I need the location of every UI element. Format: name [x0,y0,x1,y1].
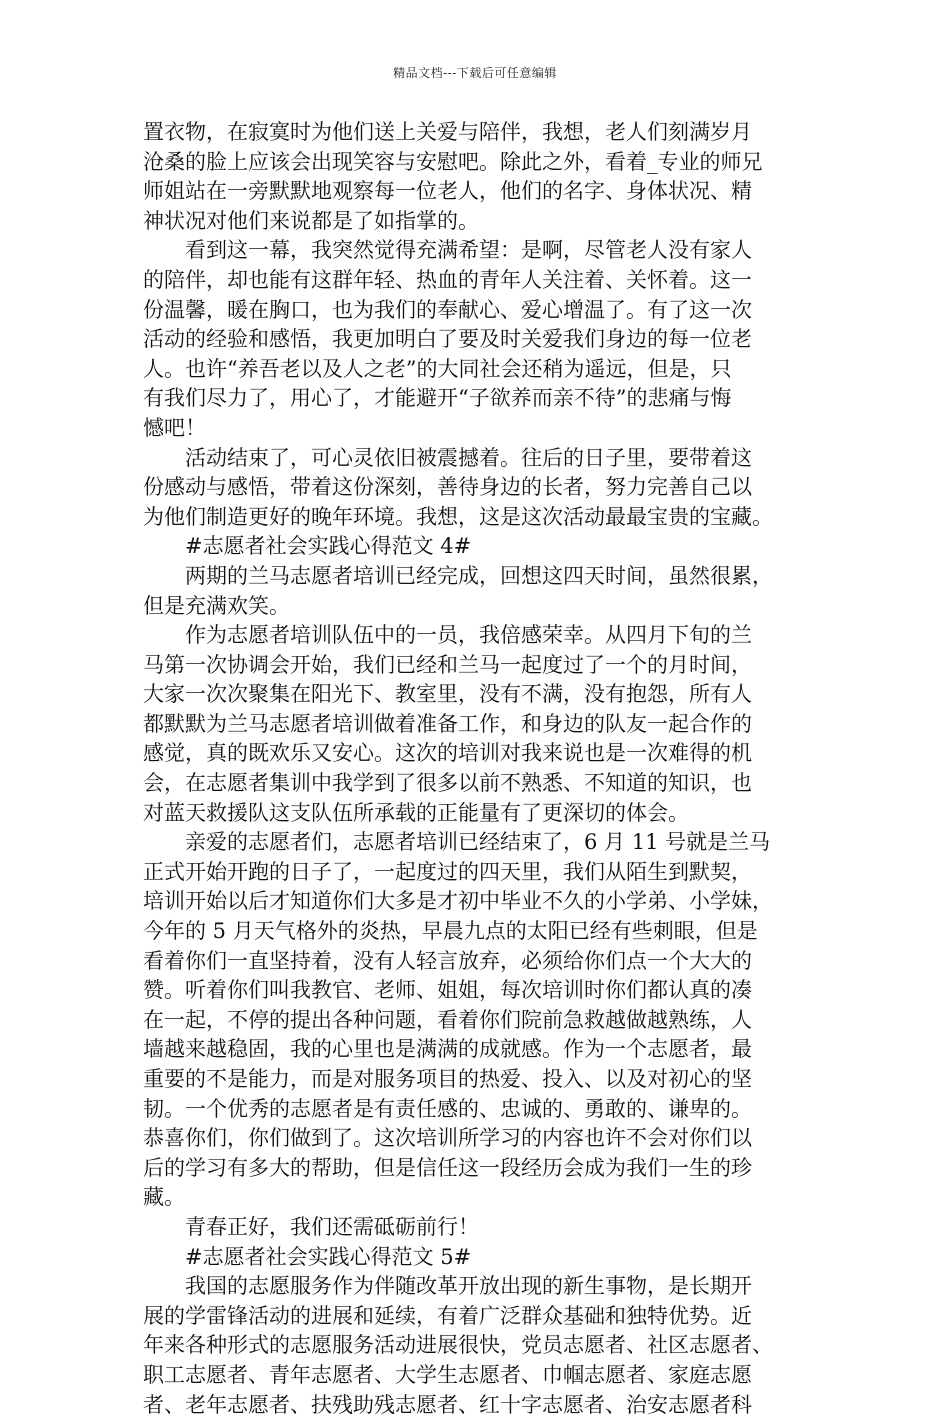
text-line: 活动结束了，可心灵依旧被震撼着。往后的日子里，要带着这 [185,445,752,470]
text-line: 在一起，不停的提出各种问题，看着你们院前急救越做越熟练，人 [143,1007,752,1032]
paragraph [143,444,811,533]
text-line: 职工志愿者、青年志愿者、大学生志愿者、巾帼志愿者、家庭志愿 [143,1362,752,1387]
text-line: 我国的志愿服务作为伴随改革开放出现的新生事物，是长期开 [185,1274,752,1299]
text-line: 韧。一个优秀的志愿者是有责任感的、忠诚的、勇敢的、谦卑的。 [143,1096,752,1121]
paragraph [143,118,811,236]
text-line: 对蓝天救援队这支队伍所承载的正能量有了更深切的体会。 [143,800,689,825]
text-line: 但是充满欢笑。 [143,593,290,618]
text-line: 重要的不是能力，而是对服务项目的热爱、投入、以及对初心的坚 [143,1067,752,1091]
text-line: 有我们尽力了，用心了，才能避开“子欲养而亲不待”的悲痛与悔 [143,386,732,411]
text-line: 置衣物，在寂寞时为他们送上关爱与陪伴，我想，老人们刻满岁月 [143,120,752,144]
document-body [143,118,811,1420]
section-heading [143,1243,811,1273]
text-line: 人。也许“养吾老以及人之老”的大同社会还稍为遥远，但是，只 [143,356,732,381]
text-line: 份温馨，暖在胸口，也为我们的奉献心、爱心增温了。有了这一次 [143,297,752,322]
text-line: 会，在志愿者集训中我学到了很多以前不熟悉、不知道的知识，也 [143,771,752,796]
text-line: 年来各种形式的志愿服务活动进展很快，党员志愿者、社区志愿者、 [143,1333,773,1358]
text-line: 展的学雷锋活动的进展和延续，有着广泛群众基础和独特优势。近 [143,1303,752,1328]
heading-text: #志愿者社会实践心得范文 5# [185,1244,472,1269]
section-heading [143,532,811,562]
text-line: 青春正好，我们还需砥砺前行！ [185,1214,479,1239]
heading-text: #志愿者社会实践心得范文 4# [185,534,472,559]
text-line: 大家一次次聚集在阳光下、教室里，没有不满，没有抱怨，所有人 [143,682,752,707]
text-line: 正式开始开跑的日子了，一起度过的四天里，我们从陌生到默契， [143,859,752,884]
text-line: 看到这一幕，我突然觉得充满希望：是啊，尽管老人没有家人 [185,238,752,263]
text-line: 憾吧！ [143,415,206,440]
text-line: 作为志愿者培训队伍中的一员，我倍感荣幸。从四月下旬的兰 [185,623,752,648]
text-line: 两期的兰马志愿者培训已经完成，回想这四天时间，虽然很累， [185,563,773,588]
text-line: 培训开始以后才知道你们大多是才初中毕业不久的小学弟、小学妹， [143,889,773,914]
paragraph [143,621,811,828]
text-line: 后的学习有多大的帮助，但是信任这一段经历会成为我们一生的珍 [143,1155,752,1180]
text-line: 为他们制造更好的晚年环境。我想，这是这次活动最最宝贵的宝藏。 [143,504,773,529]
text-line: 墙越来越稳固，我的心里也是满满的成就感。作为一个志愿者，最 [143,1037,752,1062]
text-line: 沧桑的脸上应该会出现笑容与安慰吧。除此之外，看着_专业的师兄 [143,149,763,174]
text-line: 亲爱的志愿者们，志愿者培训已经结束了，6 月 11 号就是兰马 [185,830,771,855]
text-line: 神状况对他们来说都是了如指掌的。 [143,208,479,233]
paragraph [143,236,811,443]
page-header: 精品文档---下载后可任意编辑 [393,66,557,80]
paragraph [143,828,811,1213]
text-line: 赞。听着你们叫我教官、老师、姐姐，每次培训时你们都认真的凑 [143,978,752,1003]
text-line: 活动的经验和感悟，我更加明白了要及时关爱我们身边的每一位老 [143,327,752,352]
text-line: 的陪伴，却也能有这群年轻、热血的青年人关注着、关怀着。这一 [143,267,752,292]
text-line: 都默默为兰马志愿者培训做着准备工作，和身边的队友一起合作的 [143,711,752,736]
text-line: 恭喜你们，你们做到了。这次培训所学习的内容也许不会对你们以 [143,1126,752,1151]
text-line: 者、老年志愿者、扶残助残志愿者、红十字志愿者、治安志愿者科 [143,1392,752,1417]
text-line: 份感动与感悟，带着这份深刻，善待身边的长者，努力完善自己以 [143,475,752,500]
text-line: 师姐站在一旁默默地观察每一位老人，他们的名字、身体状况、精 [143,179,752,204]
paragraph [143,1213,811,1243]
text-line: 感觉，真的既欢乐又安心。这次的培训对我来说也是一次难得的机 [143,741,752,766]
paragraph [143,562,811,621]
paragraph [143,1272,811,1420]
text-line: 藏。 [143,1185,185,1210]
text-line: 看着你们一直坚持着，没有人轻言放弃，必须给你们点一个大大的 [143,948,752,973]
text-line: 今年的 5 月天气格外的炎热，早晨九点的太阳已经有些刺眼，但是 [143,919,758,944]
text-line: 马第一次协调会开始，我们已经和兰马一起度过了一个的月时间， [143,652,752,677]
